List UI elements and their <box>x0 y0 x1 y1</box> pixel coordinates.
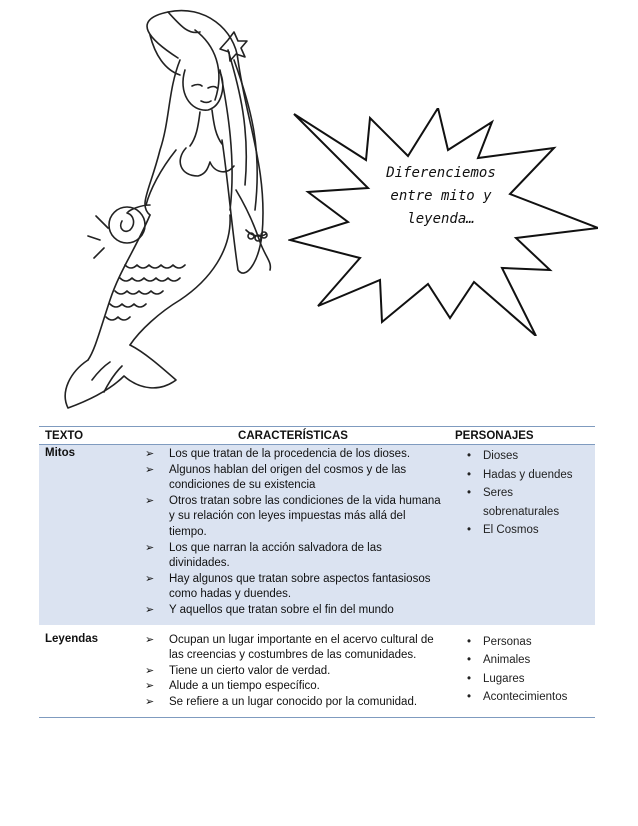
bullet-icon: • <box>467 691 472 704</box>
characters-list <box>455 447 589 540</box>
arrow-bullet-icon: ➢ <box>145 541 155 554</box>
characters-cell <box>449 625 595 717</box>
characters-list <box>455 633 589 707</box>
arrow-bullet-icon: ➢ <box>145 603 155 616</box>
bullet-icon: • <box>467 468 472 481</box>
row-title: Leyendas <box>39 625 137 717</box>
bullet-icon: • <box>467 654 472 667</box>
header-caracteristicas: CARACTERÍSTICAS <box>137 427 449 445</box>
arrow-bullet-icon: ➢ <box>145 448 155 460</box>
list-item: ➢ Se refiere a un lugar conocido por la comunidad. <box>143 695 443 711</box>
list-item: • El Cosmos <box>467 521 589 540</box>
list-item: ➢ Hay algunos que tratan sobre aspectos fantasiosos como hadas y duendes. <box>145 572 431 601</box>
characteristics-list <box>143 633 443 711</box>
header-personajes: PERSONAJES <box>449 427 595 445</box>
characteristics-list <box>143 447 443 619</box>
header-texto: TEXTO <box>39 427 137 445</box>
callout-line: leyenda… <box>407 211 475 227</box>
characteristics-cell <box>137 625 449 717</box>
list-item: ➢ Los que narran la acción salvadora de las divinidades. <box>145 541 382 570</box>
list-item: ➢ Ocupan un lugar importante en el acervo cultural de las creencias y costumbres de las comunidades. <box>145 633 434 662</box>
bullet-icon: • <box>467 487 472 499</box>
row-title: Mitos <box>39 445 137 625</box>
arrow-bullet-icon: ➢ <box>145 680 155 693</box>
callout-line: entre mito y <box>390 188 492 204</box>
list-item: ➢ Alude a un tiempo específico. <box>143 679 443 695</box>
bullet-icon: • <box>467 672 472 685</box>
list-item: ➢ Algunos hablan del origen del cosmos y de las condiciones de su existencia <box>145 463 407 492</box>
arrow-bullet-icon: ➢ <box>145 494 155 507</box>
list-item: ➢ Otros tratan sobre las condiciones de la vida humana y su relación con leyes impuestas más allá del tiempo. <box>145 494 441 538</box>
arrow-bullet-icon: ➢ <box>145 633 155 646</box>
callout-text <box>356 162 526 231</box>
arrow-bullet-icon: ➢ <box>145 463 155 476</box>
list-item: ➢ Tiene un cierto valor de verdad. <box>143 664 443 680</box>
list-item: • Lugares <box>467 670 589 689</box>
list-item: • Hadas y duendes <box>467 466 589 485</box>
characters-cell <box>449 445 595 625</box>
characteristics-cell <box>137 445 449 625</box>
list-item: • Personas <box>467 633 589 652</box>
list-item: • Animales <box>467 651 589 670</box>
bullet-icon: • <box>467 635 472 648</box>
list-item: • Acontecimientos <box>467 688 589 707</box>
table-row <box>39 445 595 625</box>
arrow-bullet-icon: ➢ <box>145 695 155 708</box>
arrow-bullet-icon: ➢ <box>145 664 155 677</box>
bullet-icon: • <box>467 524 472 536</box>
comparison-table <box>39 426 595 718</box>
table-row <box>39 625 595 717</box>
list-item: • Dioses <box>467 447 589 466</box>
list-item: ➢ Los que tratan de la procedencia de los dioses. <box>143 447 443 463</box>
table-header-row <box>39 427 595 445</box>
list-item: ➢ Y aquellos que tratan sobre el fin del mundo <box>143 603 443 619</box>
mermaid-illustration <box>0 0 330 420</box>
bullet-icon: • <box>467 450 472 462</box>
callout-line: Diferenciemos <box>386 165 496 181</box>
list-item: • Seres sobrenaturales <box>467 484 589 521</box>
arrow-bullet-icon: ➢ <box>145 572 155 585</box>
